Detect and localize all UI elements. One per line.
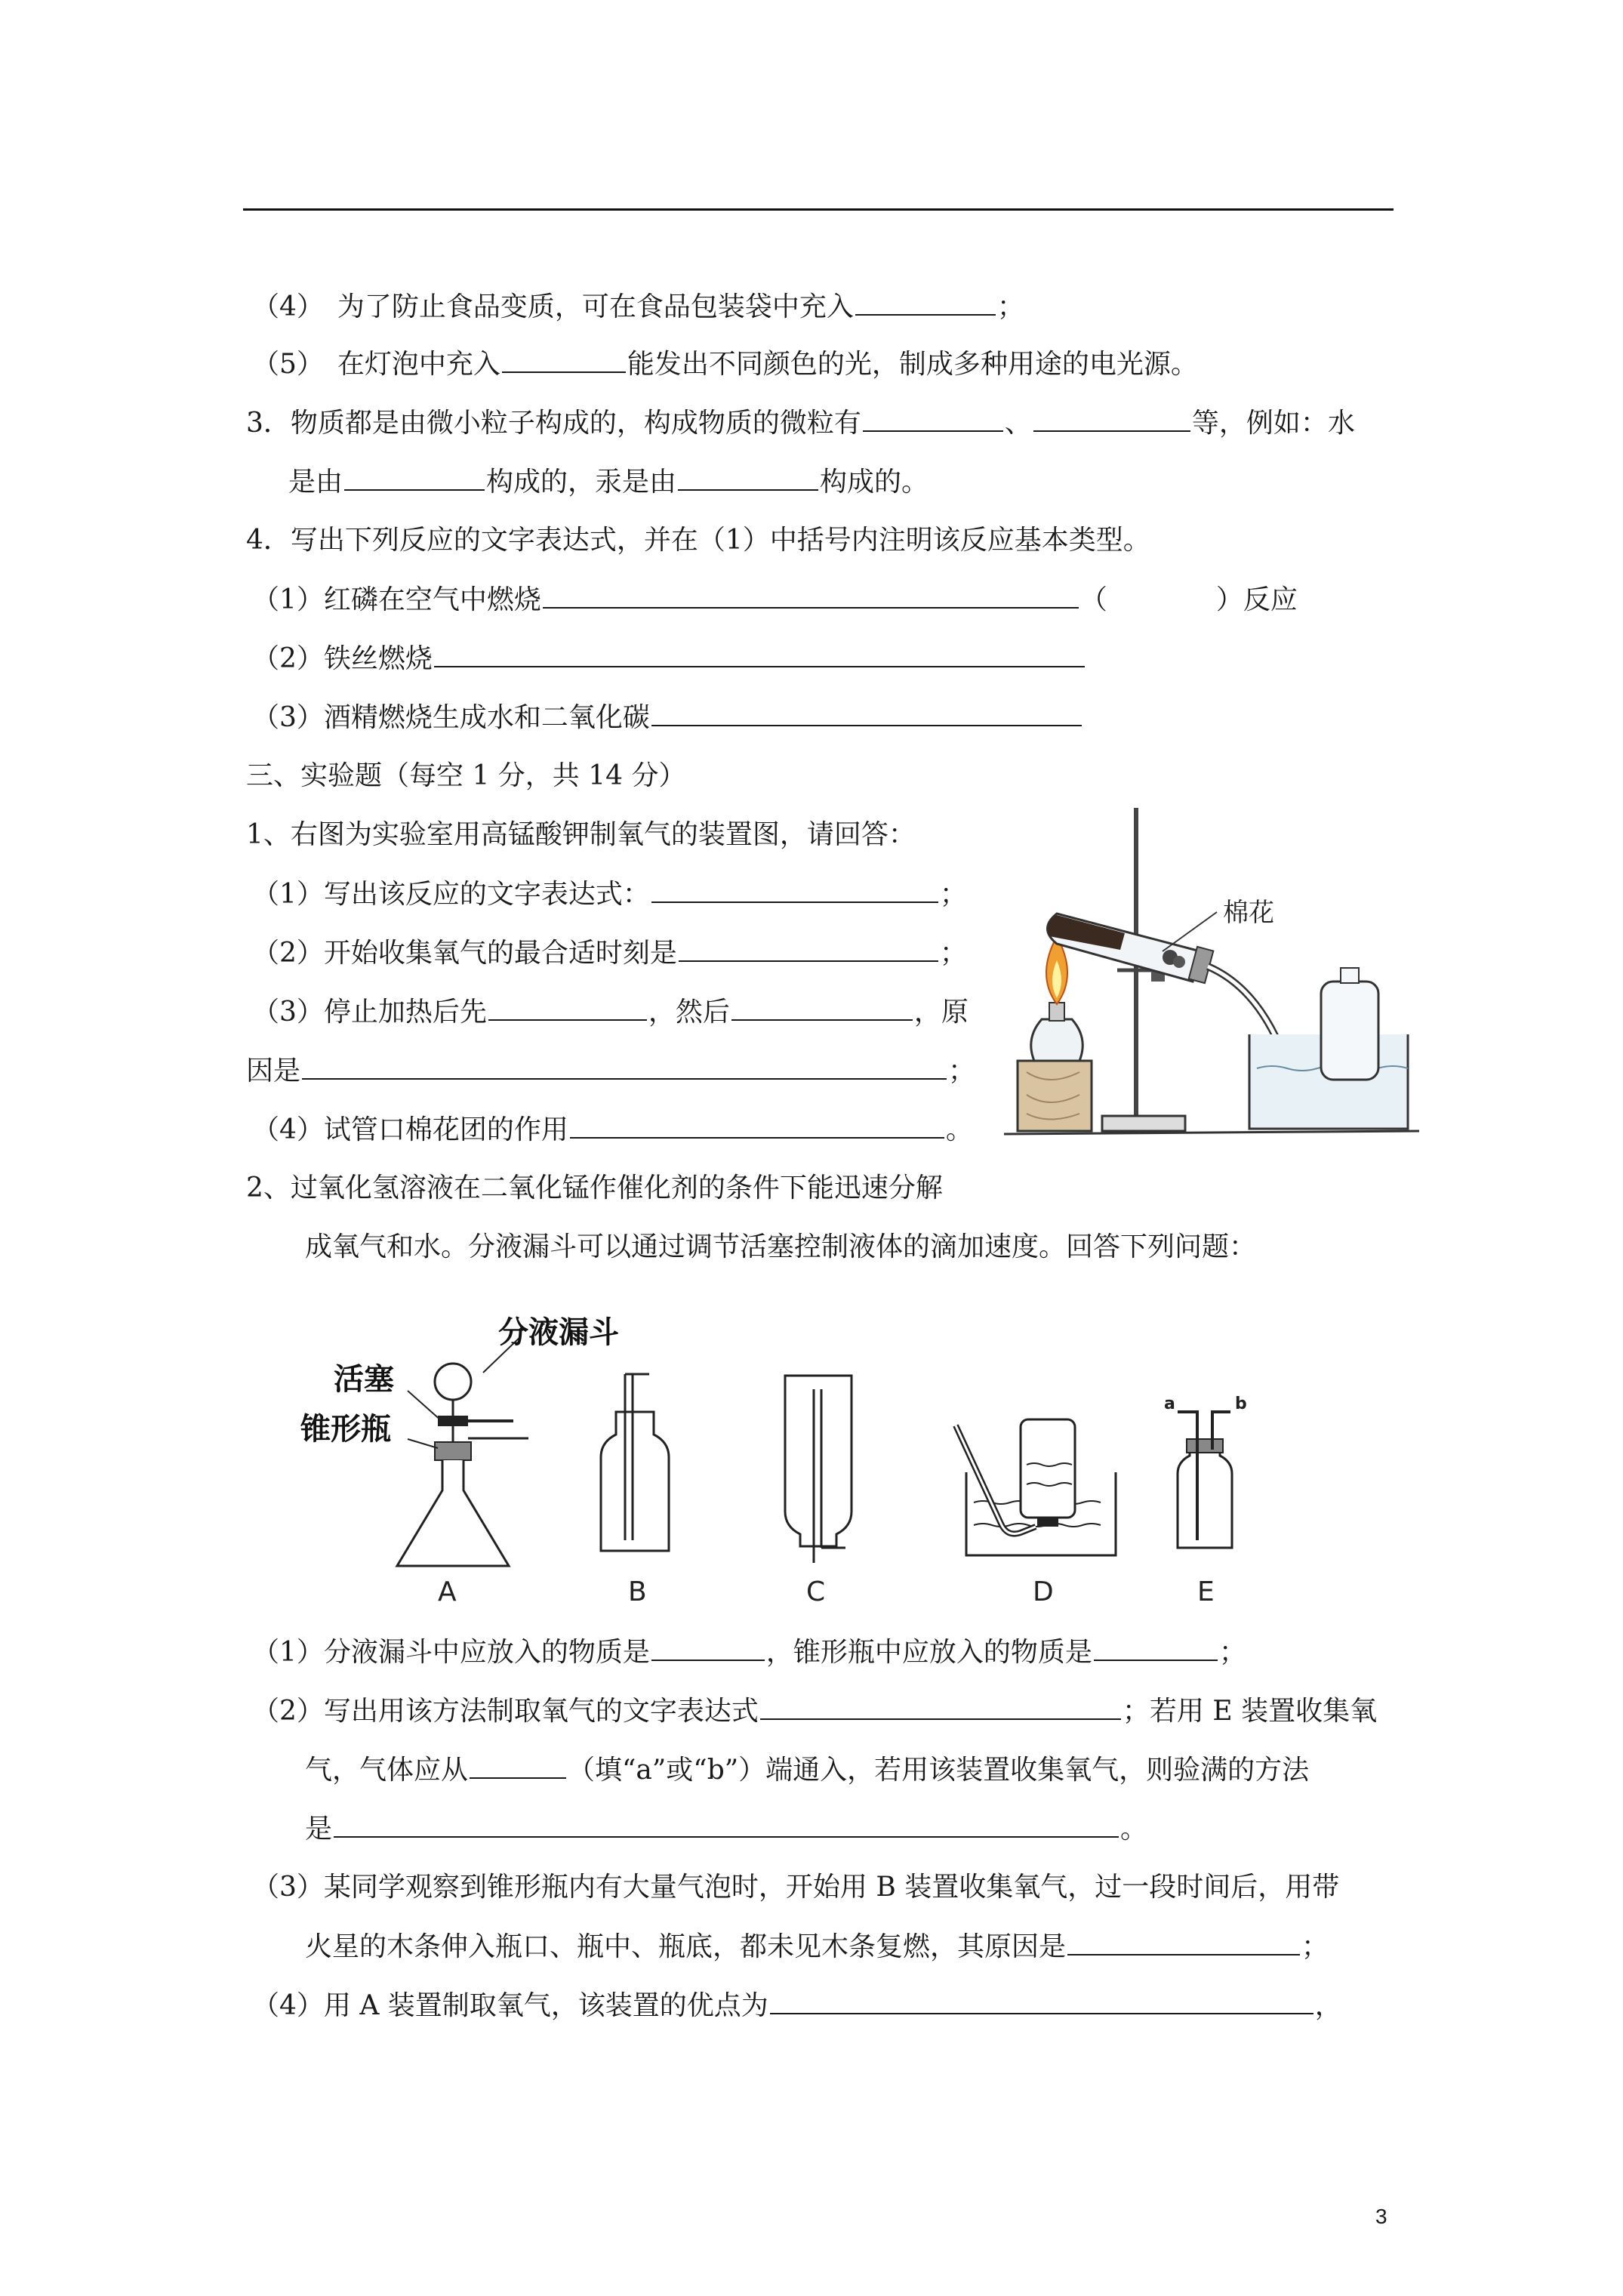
- stopcock-label: 活塞: [334, 1362, 394, 1397]
- experiment-1-3-cont: 因是 ；: [246, 1052, 975, 1089]
- experiment-1-2: （2）开始收集氧气的最合适时刻是 ；: [252, 935, 967, 972]
- cotton-label: 棉花: [1223, 898, 1274, 928]
- section-3-heading: 三、实验题（每空 1 分，共 14 分）: [246, 760, 686, 791]
- apparatus-c: [785, 1376, 852, 1607]
- experiment-2-3-cont: 火星的木条伸入瓶口、瓶中、瓶底，都未见木条复燃，其原因是 ；: [305, 1928, 1329, 1965]
- answer-blank[interactable]: [488, 994, 647, 1021]
- answer-blank[interactable]: [502, 346, 626, 373]
- caption-e: E: [1197, 1576, 1215, 1607]
- experiment-2-4: （4）用 A 装置制取氧气，该装置的优点为 ，: [252, 1987, 1342, 2024]
- kmno4-apparatus-figure: [1004, 800, 1419, 1148]
- answer-blank[interactable]: [1033, 405, 1190, 432]
- answer-blank[interactable]: [770, 1987, 1313, 2014]
- page-number: 3: [1375, 2205, 1387, 2228]
- question-3: 3．物质都是由微小粒子构成的，构成物质的微粒有 、 等，例如：水: [246, 405, 1355, 442]
- experiment-1-4: （4）试管口棉花团的作用 。: [252, 1111, 973, 1148]
- apparatus-d: [956, 1419, 1116, 1607]
- funnel-label: 分液漏斗: [498, 1315, 619, 1350]
- flask-label: 锥形瓶: [300, 1412, 391, 1447]
- apparatus-e: [1164, 1395, 1247, 1607]
- apparatus-a-e-figure: [287, 1291, 1329, 1608]
- experiment-2-2-cont: 气，气体应从 （填“a”或“b”）端通入，若用该装置收集氧气，则验满的方法: [305, 1752, 1309, 1789]
- caption-d: D: [1033, 1576, 1054, 1607]
- apparatus-a: [300, 1315, 619, 1607]
- port-a-label: a: [1164, 1395, 1175, 1413]
- experiment-1-1: （1）写出该反应的文字表达式： ；: [252, 876, 967, 913]
- answer-blank[interactable]: [855, 288, 996, 316]
- answer-blank[interactable]: [1067, 1928, 1300, 1955]
- experiment-2-1: （1）分液漏斗中应放入的物质是 ，锥形瓶中应放入的物质是 ；: [252, 1634, 1246, 1671]
- experiment-2-3: （3）某同学观察到锥形瓶内有大量气泡时，开始用 B 装置收集氧气，过一段时间后，用带: [252, 1872, 1340, 1903]
- question-4-3: （3）酒精燃烧生成水和二氧化碳: [252, 699, 1083, 736]
- question-3-cont: 是由 构成的，汞是由 构成的。: [288, 464, 929, 501]
- answer-blank[interactable]: [434, 640, 1085, 667]
- answer-blank[interactable]: [570, 1111, 944, 1139]
- experiment-2-cont: 成氧气和水。分液漏斗可以通过调节活塞控制液体的滴加速度。回答下列问题：: [305, 1231, 1257, 1262]
- answer-blank[interactable]: [1094, 1634, 1218, 1661]
- caption-b: B: [628, 1576, 647, 1607]
- answer-blank[interactable]: [302, 1052, 947, 1080]
- caption-c: C: [806, 1576, 826, 1607]
- experiment-1: 1、右图为实验室用高锰酸钾制氧气的装置图，请回答：: [246, 819, 916, 850]
- experiment-1-3: （3）停止加热后先 ，然后 ，原: [252, 994, 969, 1031]
- question-4-2: （2）铁丝燃烧: [252, 640, 1086, 677]
- answer-blank[interactable]: [334, 1811, 1119, 1838]
- apparatus-b: [601, 1374, 669, 1607]
- item-5: （5） 在灯泡中充入 能发出不同颜色的光，制成多种用途的电光源。: [252, 346, 1198, 383]
- answer-blank[interactable]: [543, 581, 1079, 609]
- answer-blank[interactable]: [344, 464, 485, 491]
- question-4-1: （1）红磷在空气中燃烧 （ ）反应: [252, 581, 1298, 618]
- answer-blank[interactable]: [731, 994, 913, 1021]
- answer-blank[interactable]: [651, 876, 938, 903]
- item-4: （4） 为了防止食品变质，可在食品包装袋中充入 ；: [252, 288, 1024, 325]
- answer-blank[interactable]: [863, 405, 1003, 432]
- experiment-2: 2、过氧化氢溶液在二氧化锰作催化剂的条件下能迅速分解: [246, 1173, 943, 1203]
- header-rule: [243, 208, 1394, 211]
- answer-blank[interactable]: [679, 935, 938, 962]
- experiment-2-2: （2）写出用该方法制取氧气的文字表达式 ；若用 E 装置收集氧: [252, 1693, 1377, 1730]
- port-b-label: b: [1235, 1395, 1247, 1413]
- question-4: 4．写出下列反应的文字表达式，并在（1）中括号内注明该反应基本类型。: [246, 525, 1150, 556]
- answer-blank[interactable]: [651, 699, 1082, 726]
- answer-blank[interactable]: [760, 1693, 1121, 1720]
- answer-blank[interactable]: [678, 464, 818, 491]
- answer-blank[interactable]: [651, 1634, 765, 1661]
- caption-a: A: [438, 1576, 457, 1607]
- experiment-2-2-cont2: 是 。: [305, 1811, 1147, 1848]
- answer-blank[interactable]: [470, 1752, 566, 1779]
